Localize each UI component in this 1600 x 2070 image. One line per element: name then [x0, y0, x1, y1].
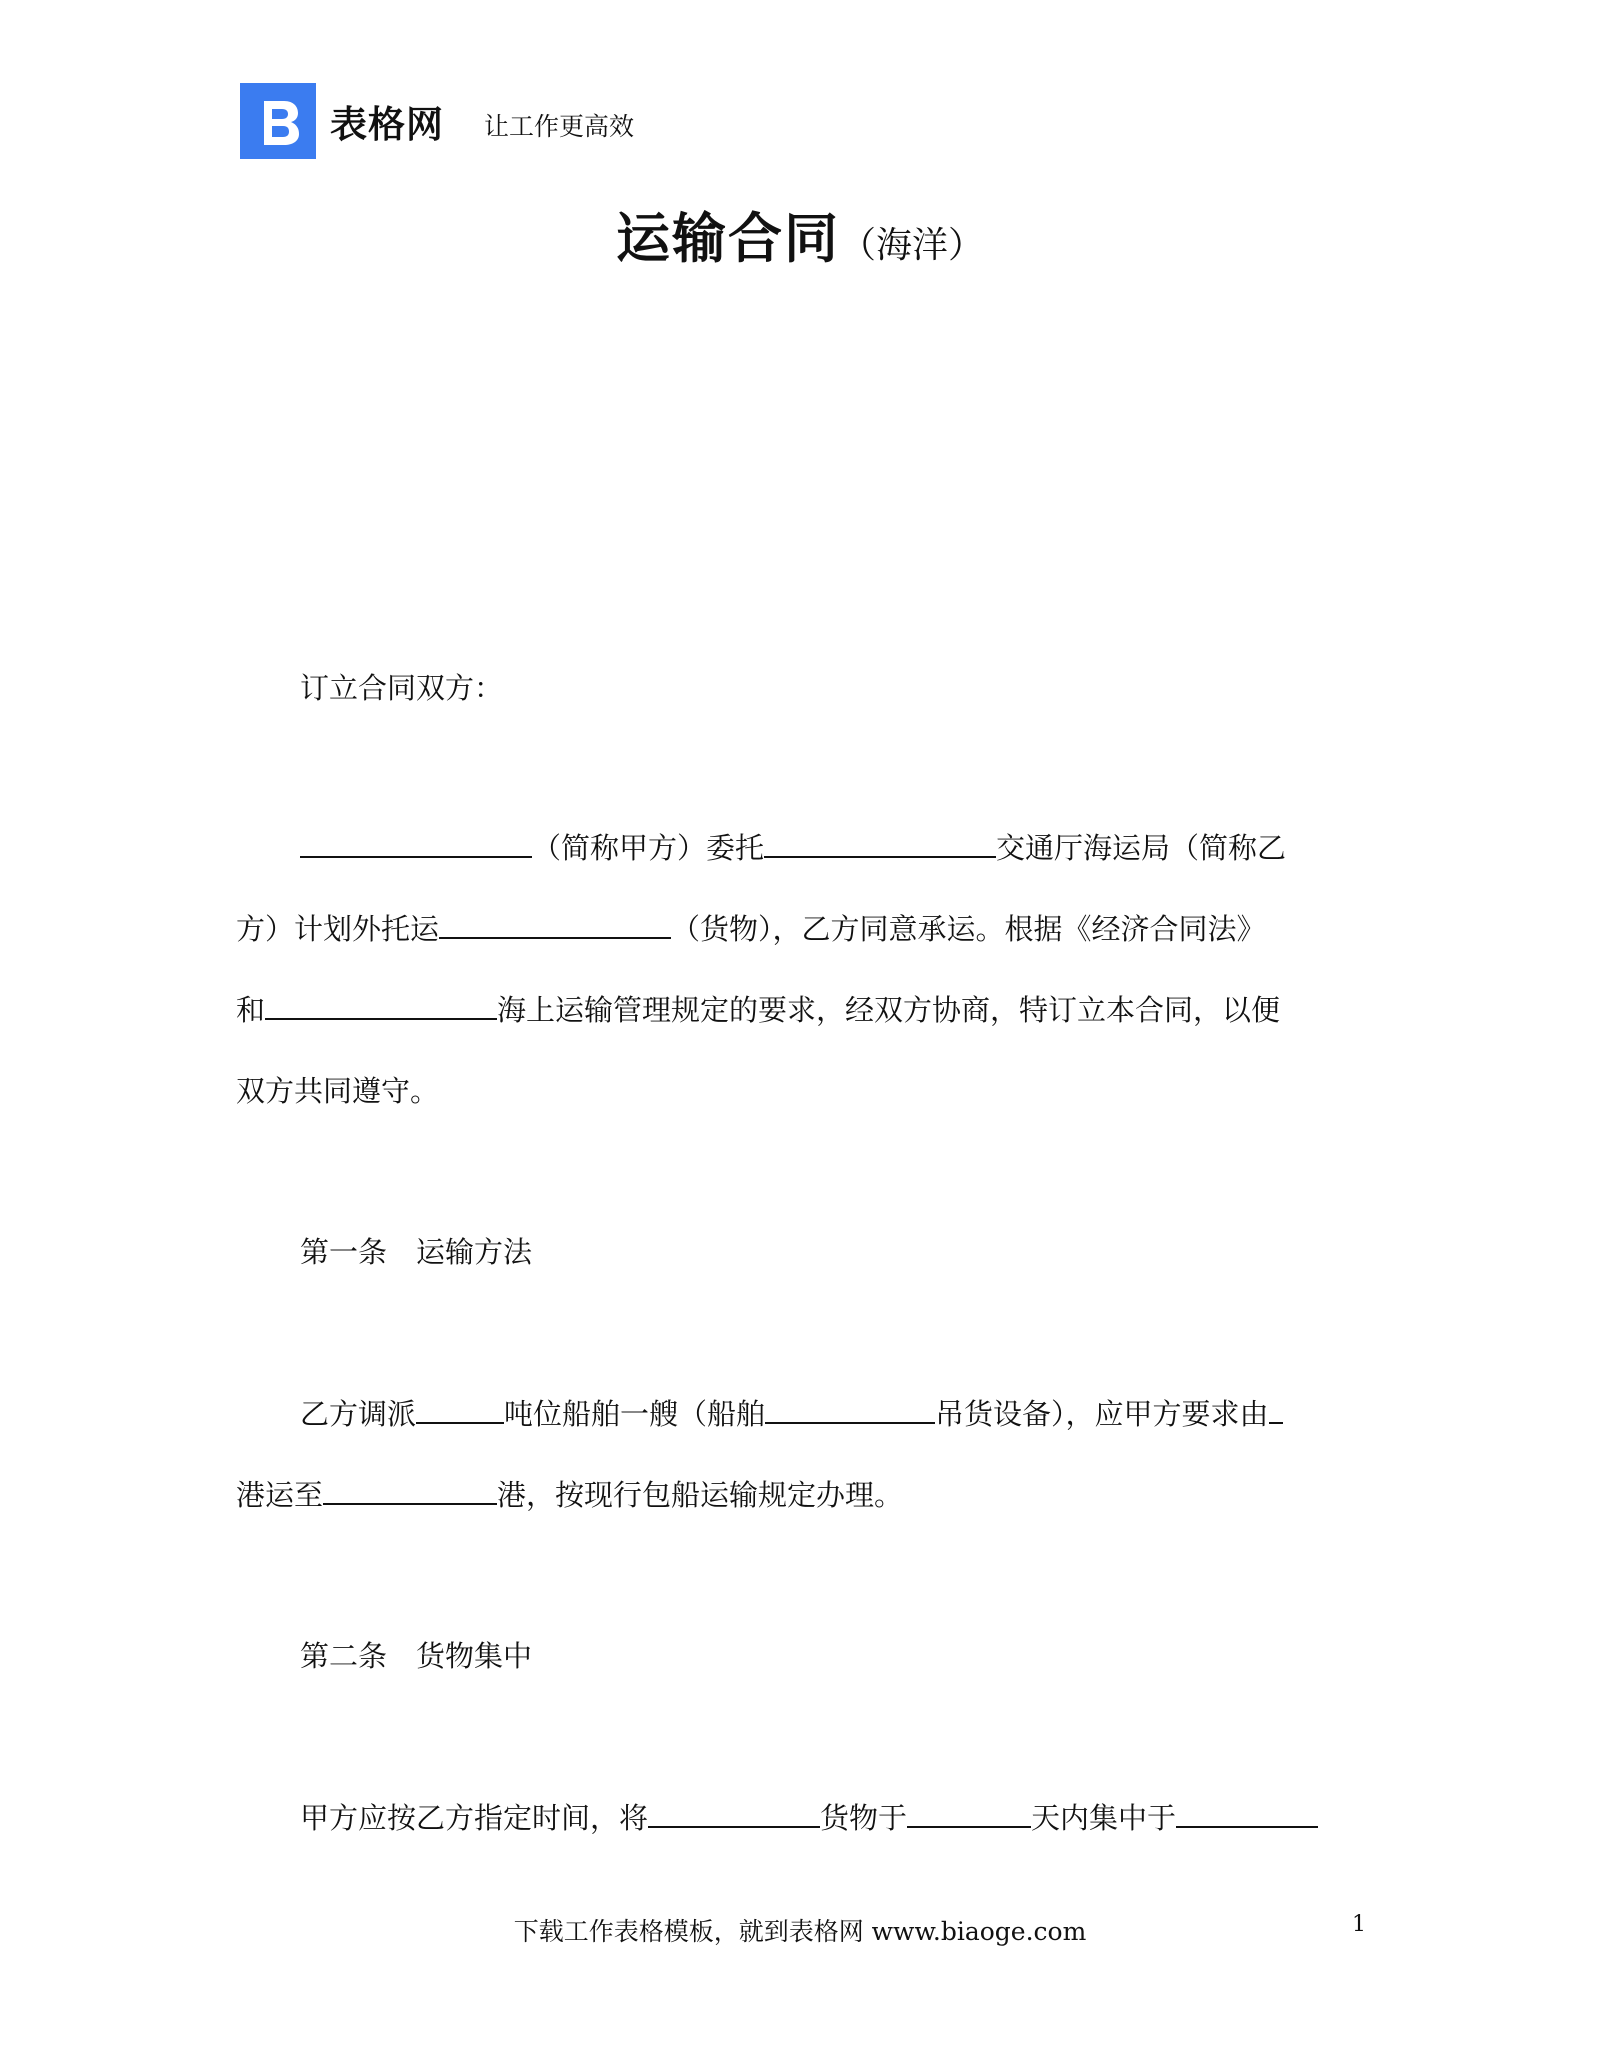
- title-sub: （海洋）: [839, 225, 984, 266]
- page-number: 1: [1352, 1912, 1366, 1937]
- fill-blank[interactable]: [1269, 1396, 1283, 1424]
- logo-icon: [240, 83, 316, 159]
- fill-blank[interactable]: [323, 1477, 497, 1505]
- text-segment: 甲方应按乙方指定时间，将: [300, 1801, 649, 1835]
- parties-heading: 订立合同双方：: [300, 671, 504, 705]
- fill-blank[interactable]: [907, 1800, 1031, 1828]
- text-segment: 乙方调派: [300, 1397, 417, 1431]
- text-segment: （简称甲方）委托: [532, 831, 765, 865]
- paragraph-line: [236, 1475, 903, 1515]
- brand-name: 表格网: [330, 103, 444, 146]
- fill-blank[interactable]: [300, 830, 532, 858]
- text-segment: 吨位船舶一艘（船舶: [504, 1397, 766, 1431]
- text-segment: 港运至: [236, 1478, 324, 1512]
- fill-blank[interactable]: [416, 1396, 504, 1424]
- text-segment: （货物），乙方同意承运。根据《经济合同法》: [671, 912, 1266, 946]
- text-segment: 天内集中于: [1031, 1801, 1177, 1835]
- paragraph-line: [300, 1798, 1318, 1838]
- header: [240, 82, 634, 160]
- fill-blank[interactable]: [765, 1396, 935, 1424]
- text-segment: 交通厅海运局（简称乙: [996, 831, 1287, 865]
- text-segment: 和: [236, 993, 266, 1027]
- paragraph-line: 双方共同遵守。: [236, 1074, 440, 1108]
- fill-blank[interactable]: [439, 911, 671, 939]
- document-title: [0, 196, 1600, 273]
- text-segment: 海上运输管理规定的要求，经双方协商，特订立本合同，以便: [497, 993, 1281, 1027]
- text-segment: 货物于: [820, 1801, 908, 1835]
- fill-blank[interactable]: [1176, 1800, 1318, 1828]
- footer-text: 下载工作表格模板，就到表格网 www.biaoge.com: [513, 1917, 1087, 1946]
- article-1-heading: 第一条 运输方法: [300, 1235, 533, 1269]
- paragraph-line: [300, 1394, 1283, 1434]
- fill-blank[interactable]: [265, 992, 497, 1020]
- fill-blank[interactable]: [648, 1800, 820, 1828]
- title-main: 运输合同: [615, 207, 840, 270]
- fill-blank[interactable]: [764, 830, 996, 858]
- text-segment: 方）计划外托运: [236, 912, 440, 946]
- slogan: 让工作更高效: [484, 112, 635, 141]
- article-2-heading: 第二条 货物集中: [300, 1639, 533, 1673]
- paragraph-line: [236, 909, 1266, 949]
- text-segment: 吊货设备），应甲方要求由: [935, 1397, 1269, 1431]
- paragraph-line: [300, 828, 1286, 868]
- paragraph-line: [236, 990, 1280, 1030]
- text-segment: 港，按现行包船运输规定办理。: [497, 1478, 904, 1512]
